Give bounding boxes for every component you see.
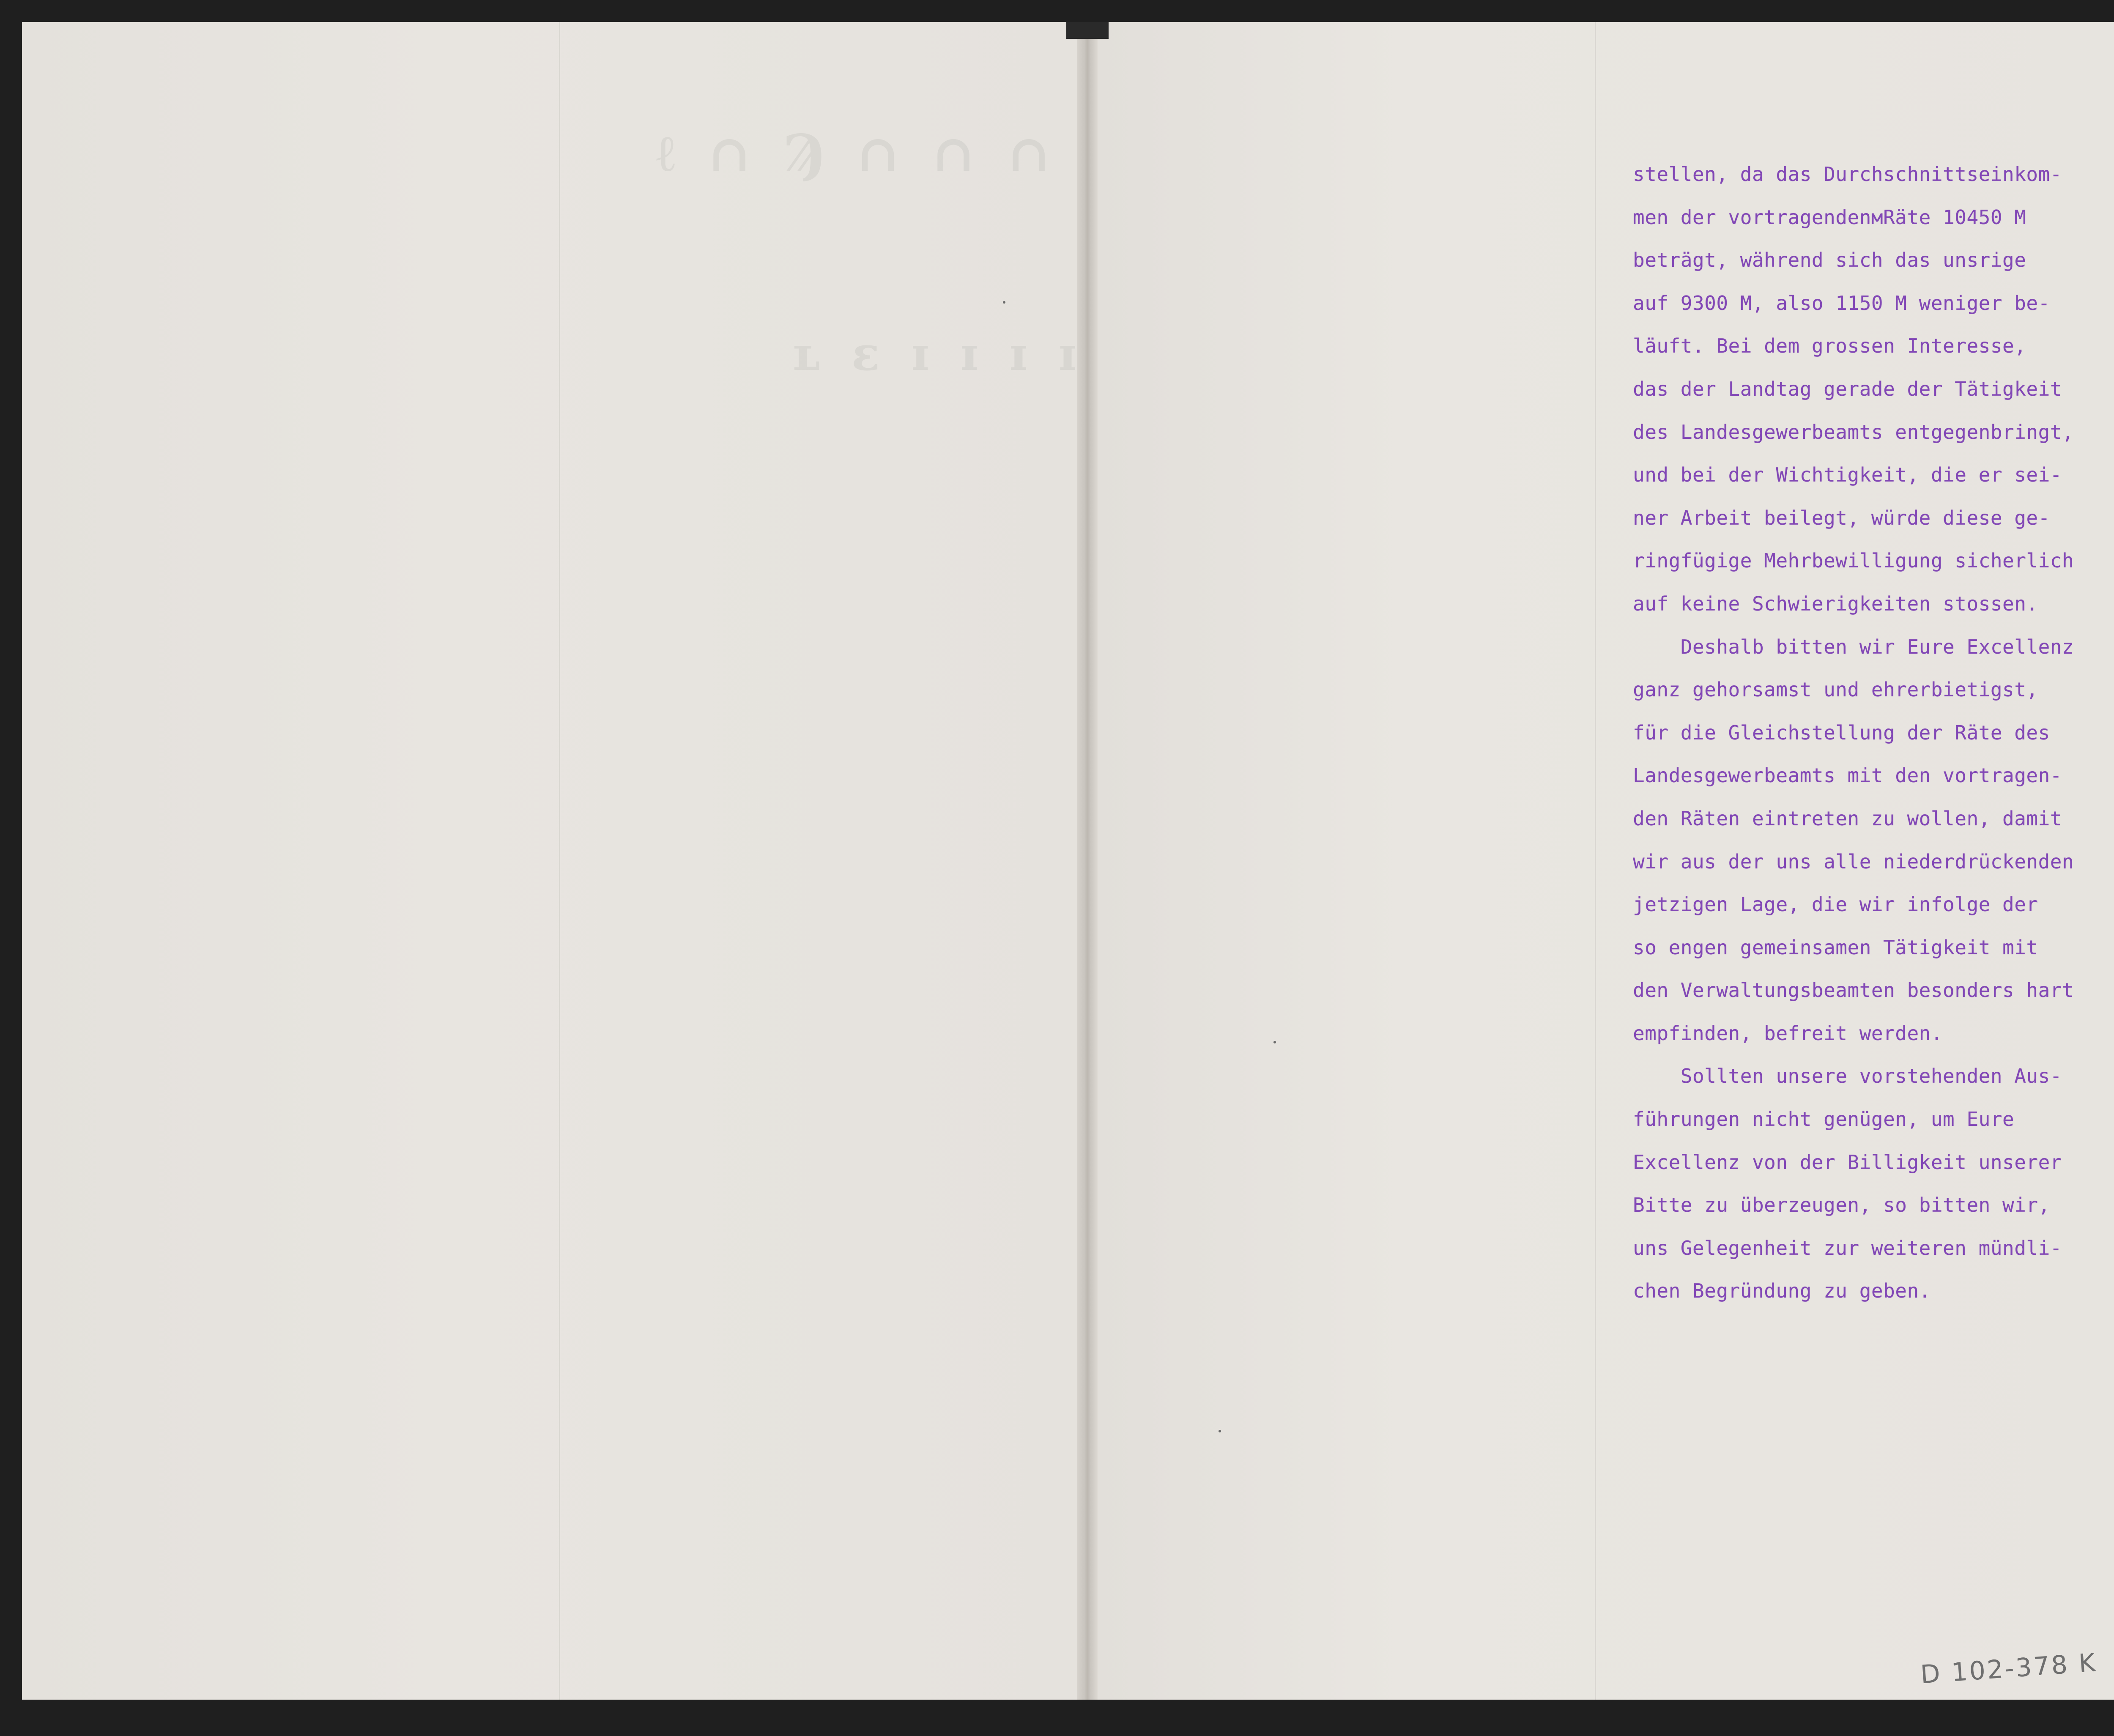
text-line: den Verwaltungsbeamten besonders hart [1633,979,2074,1002]
text-line: Landesgewerbeamts mit den vortragen- [1633,764,2062,787]
text-line: stellen, da das Durchschnittseinkom- [1633,163,2062,186]
document-sheet [22,22,2114,1700]
paper-speck [1003,301,1005,304]
text-line: auf keine Schwierigkeiten stossen. [1633,592,2038,615]
text-line: uns Gelegenheit zur weiteren mündli- [1633,1236,2062,1260]
text-line: jetzigen Lage, die wir infolge der [1633,893,2038,916]
archive-signature: D 102-378 K [1920,1648,2098,1690]
text-line: Bitte zu überzeugen, so bitten wir, [1633,1194,2050,1217]
text-line: Excellenz von der Billigkeit unserer [1633,1150,2062,1174]
text-line: und bei der Wichtigkeit, die er sei- [1633,463,2062,487]
text-line: Sollten unsere vorstehenden Aus- [1633,1065,2062,1088]
text-line: chen Begründung zu geben. [1633,1279,1931,1303]
show-through-letterhead: ℓ ∩ Ϡ ∩ ∩ ∩ [656,123,1058,183]
text-line: empfinden, befreit werden. [1633,1021,1943,1045]
text-line: men der vortragendenмRäte 10450 M [1633,205,2026,229]
text-line: den Räten eintreten zu wollen, damit [1633,807,2062,830]
page-fold [1077,22,1098,1700]
text-line: beträgt, während sich das unsrige [1633,249,2026,272]
text-line: des Landesgewerbeamts entgegenbringt, [1633,420,2074,444]
text-line: wir aus der uns alle niederdrückenden [1633,850,2074,873]
text-line: führungen nicht genügen, um Eure [1633,1108,2015,1131]
text-line: ringfügige Mehrbewilligung sicherlich [1633,549,2074,572]
paper-crease [559,22,560,1700]
text-line: ner Arbeit beilegt, würde diese ge- [1633,506,2050,529]
text-line: ganz gehorsamst und ehrerbietigst, [1633,678,2038,701]
text-line: das der Landtag gerade der Tätigkeit [1633,377,2062,400]
paper-speck [1219,1430,1221,1432]
paper-crease [1595,22,1596,1700]
fold-notch [1066,22,1109,39]
text-line: Deshalb bitten wir Eure Excellenz [1633,635,2074,658]
text-line: für die Gleichstellung der Räte des [1633,721,2050,744]
typewritten-text [1633,153,2114,1313]
text-line: läuft. Bei dem grossen Interesse, [1633,334,2026,358]
text-line: auf 9300 M, also 1150 M weniger be- [1633,291,2050,315]
left-page [22,22,1079,1700]
paper-speck [1273,1041,1276,1043]
text-line: so engen gemeinsamen Tätigkeit mit [1633,936,2038,959]
show-through-letterhead: ʟ ɛ ɪ ɪ ɪ ɪ [791,326,1084,381]
